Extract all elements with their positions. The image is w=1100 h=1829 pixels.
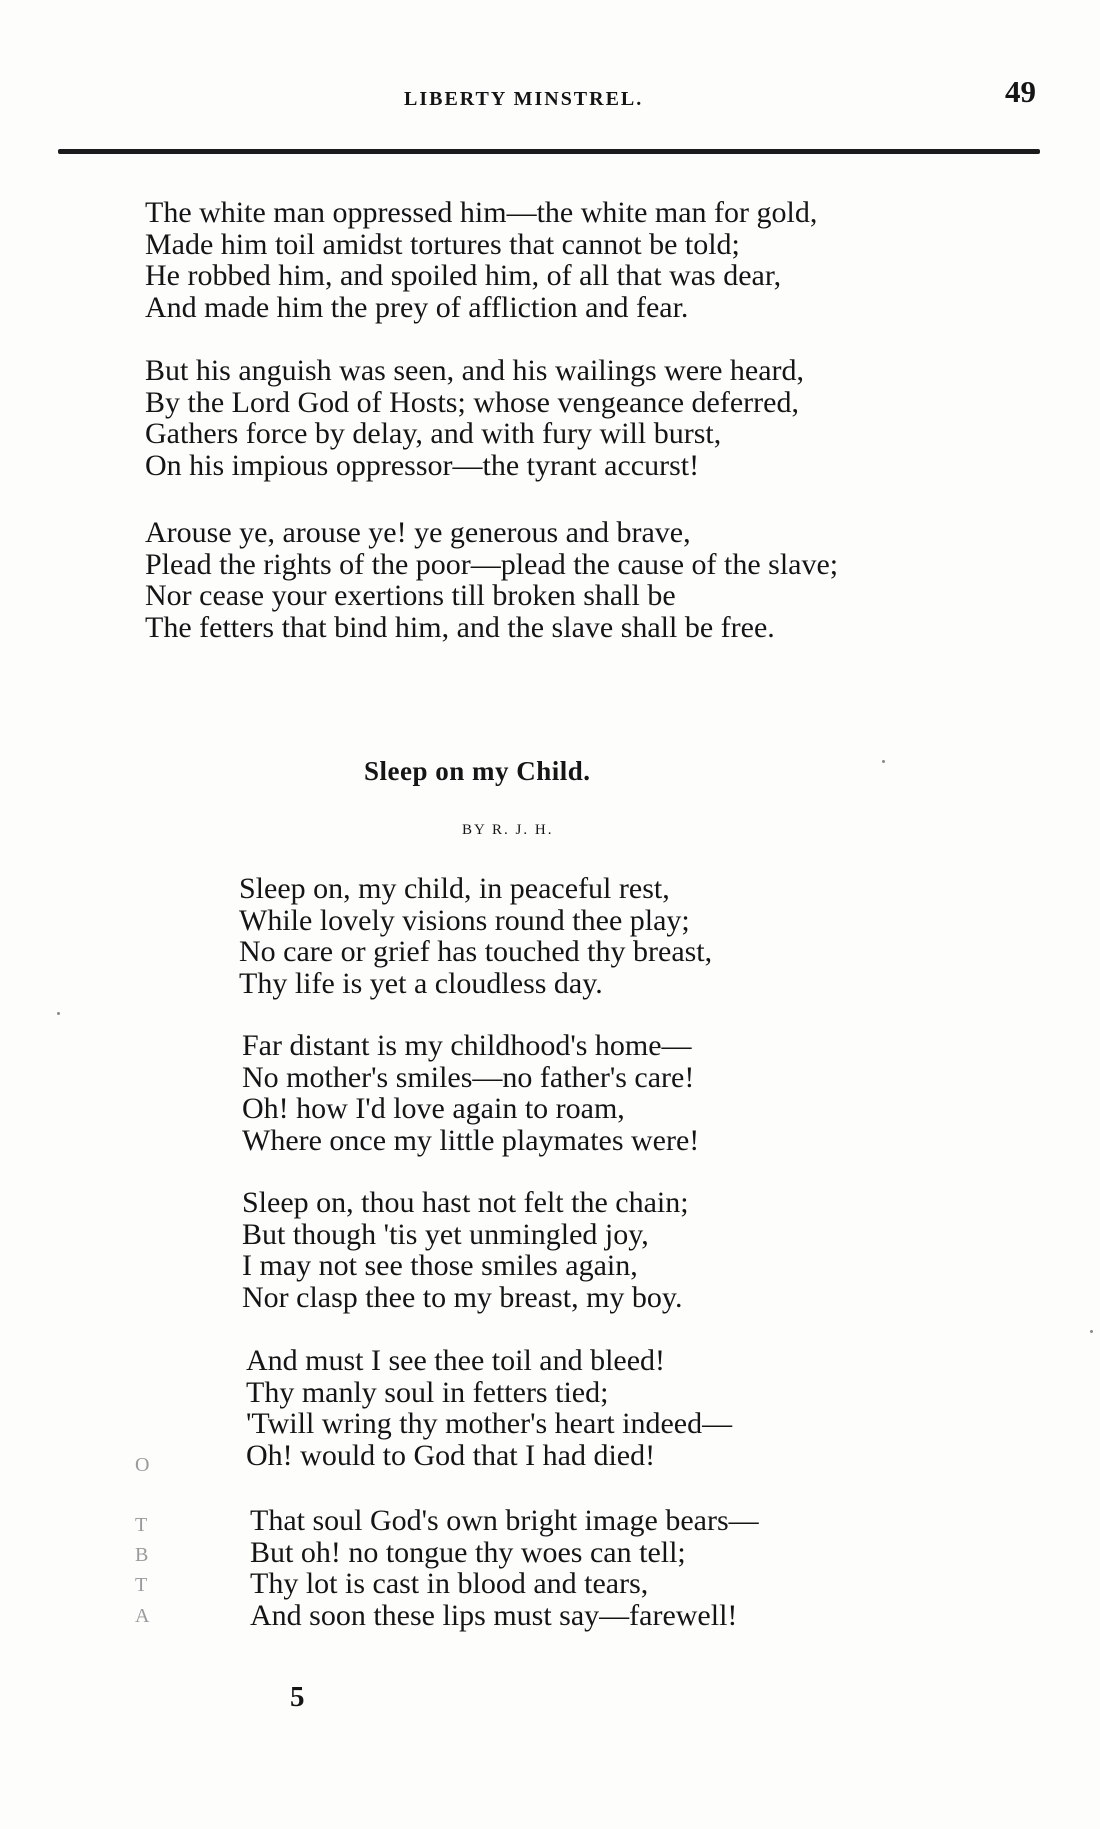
poem-line: Oh! how I'd love again to roam,	[242, 1092, 625, 1125]
margin-bleed-glyph: O	[135, 1454, 150, 1476]
poem-stanza-2	[242, 1030, 699, 1156]
header-rule	[58, 149, 1040, 154]
prior-poem-stanza-2	[145, 355, 804, 481]
prior-poem-stanza-3	[145, 517, 838, 643]
poem-stanza-5	[250, 1505, 759, 1631]
poem-line: While lovely visions round thee play;	[239, 903, 690, 937]
poem-line: Nor cease your exertions till broken shall be	[145, 579, 676, 612]
poem-line: Oh! would to God that I had died!	[246, 1438, 656, 1472]
poem-line: But oh! no tongue thy woes can tell;	[250, 1535, 686, 1569]
poem-line: The white man oppressed him—the white man for gold,	[145, 196, 818, 229]
poem-line: Arouse ye, arouse ye! ye generous and brave,	[145, 516, 691, 549]
paper-speck	[1090, 1330, 1093, 1333]
poem-line: Made him toil amidst tortures that cannot be told;	[145, 227, 740, 261]
poem-stanza-1	[239, 873, 712, 999]
poem-line: He robbed him, and spoiled him, of all that was dear,	[145, 259, 782, 292]
margin-bleed-glyph: T	[135, 1574, 148, 1596]
poem-line: That soul God's own bright image bears—	[250, 1504, 759, 1537]
poem-line: Plead the rights of the poor—plead the cause of the slave;	[145, 547, 839, 581]
poem-line: Thy life is yet a cloudless day.	[239, 966, 603, 1000]
poem-stanza-3	[242, 1187, 689, 1313]
poem-stanza-4	[246, 1345, 732, 1471]
signature-mark: 5	[290, 1681, 305, 1713]
paper-speck	[57, 1012, 60, 1015]
poem-line: By the Lord God of Hosts; whose vengeance deferred,	[145, 385, 799, 419]
poem-line: Where once my little playmates were!	[242, 1123, 700, 1157]
poem-line: But his anguish was seen, and his wailings were heard,	[145, 354, 805, 387]
page-number: 49	[1005, 74, 1036, 109]
poem-line: Far distant is my childhood's home—	[242, 1029, 692, 1062]
poem-line: I may not see those smiles again,	[242, 1249, 638, 1282]
margin-bleed-glyph: A	[135, 1605, 150, 1627]
poem-line: Nor clasp thee to my breast, my boy.	[242, 1280, 683, 1314]
poem-line: On his impious oppressor—the tyrant accurst!	[145, 448, 700, 482]
poem-line: The fetters that bind him, and the slave shall be free.	[145, 610, 775, 644]
poem-line: And must I see thee toil and bleed!	[246, 1344, 666, 1377]
poem-line: Sleep on, my child, in peaceful rest,	[239, 872, 670, 905]
poem-title: Sleep on my Child.	[364, 756, 591, 786]
poem-line: 'Twill wring thy mother's heart indeed—	[246, 1407, 733, 1440]
paper-speck	[882, 760, 885, 763]
poem-byline: BY R. J. H.	[462, 822, 554, 838]
margin-bleed-glyph: B	[135, 1544, 149, 1566]
prior-poem-stanza-1	[145, 197, 817, 323]
margin-bleed-glyph: T	[135, 1514, 148, 1536]
poem-line: And made him the prey of affliction and fear.	[145, 290, 689, 324]
poem-line: Sleep on, thou hast not felt the chain;	[242, 1186, 689, 1219]
running-head-title: LIBERTY MINSTREL.	[404, 88, 644, 110]
poem-line: Gathers force by delay, and with fury will burst,	[145, 417, 722, 450]
poem-line: No mother's smiles—no father's care!	[242, 1060, 695, 1094]
poem-line: But though 'tis yet unmingled joy,	[242, 1217, 649, 1251]
poem-line: No care or grief has touched thy breast,	[239, 935, 713, 968]
poem-line: Thy manly soul in fetters tied;	[246, 1375, 609, 1409]
poem-line: And soon these lips must say—farewell!	[250, 1598, 738, 1632]
poem-line: Thy lot is cast in blood and tears,	[250, 1567, 649, 1600]
